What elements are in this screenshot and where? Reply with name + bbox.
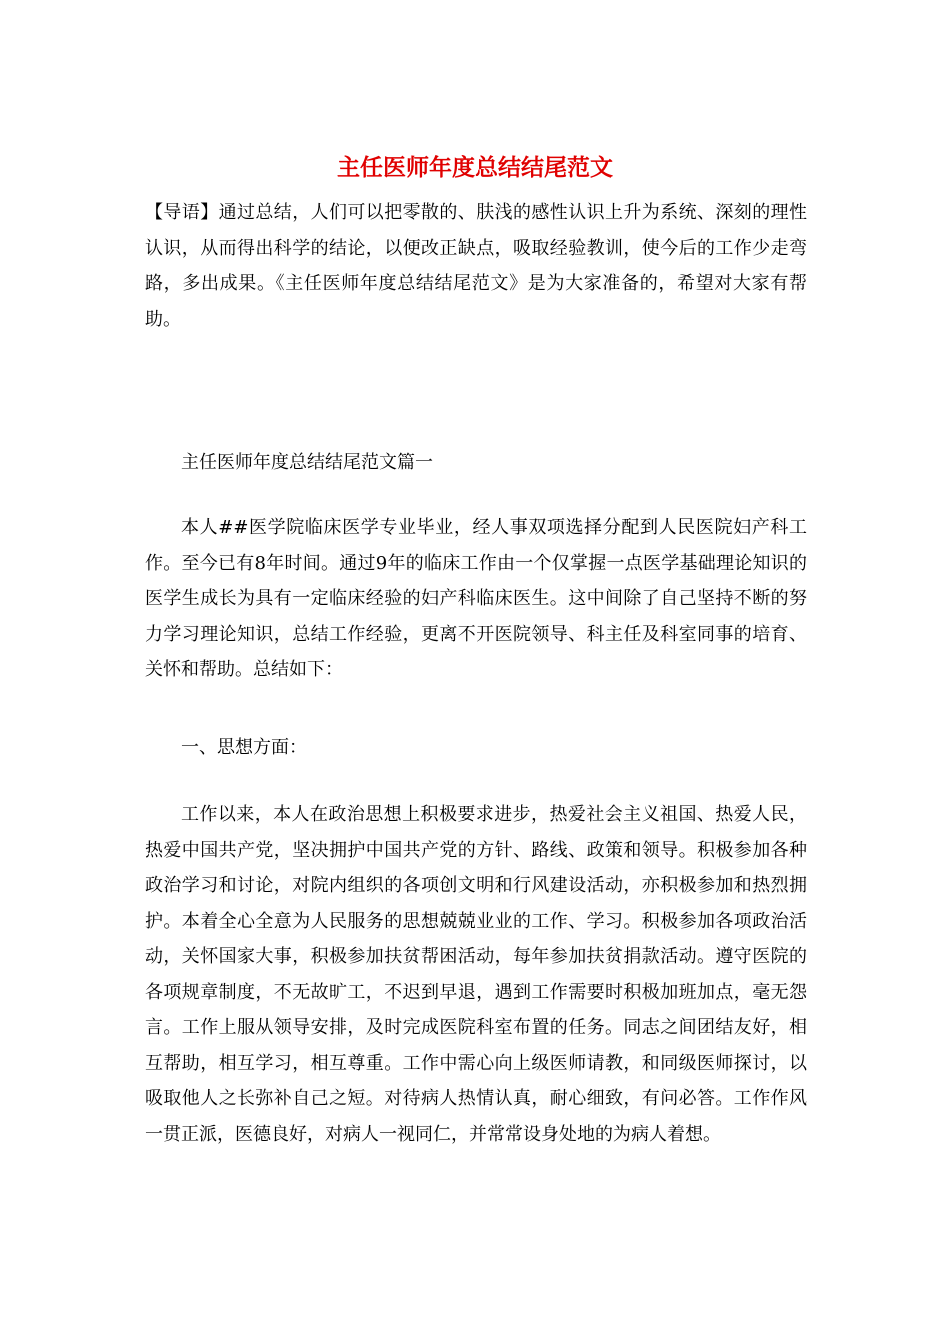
body-paragraph-1: 本人##医学院临床医学专业毕业，经人事双项选择分配到人民医院妇产科工作。至今已有8年时间。通过9年的临床工作由一个仅掌握一点医学基础理论知识的医学生成长为具有一定临床经验的妇产科临床医生。这中间除了自己坚持不断的努力学习理论知识，总结工作经验，更离不开医院领导、科主任及科室同事的培育、关怀和帮助。总结如下： [145,517,807,680]
body-paragraph-2: 工作以来，本人在政治思想上积极要求进步，热爱社会主义祖国、热爱人民，热爱中国共产党，坚决拥护中国共产党的方针、路线、政策和领导。积极参加各种政治学习和讨论，对院内组织的各项创文明和行风建设活动，亦积极参加和热烈拥护。本着全心全意为人民服务的思想兢兢业业的工作、学习。积极参加各项政治活动，关怀国家大事，积极参加扶贫帮困活动，每年参加扶贫捐款活动。遵守医院的各项规章制度，不无故旷工，不迟到早退，遇到工作需要时积极加班加点，毫无怨言。工作上服从领导安排，及时完成医院科室布置的任务。同志之间团结友好，相互帮助，相互学习，相互尊重。工作中需心向上级医师请教，和同级医师探讨，以吸取他人之长弥补自己之短。对待病人热情认真，耐心细致，有问必答。工作作风一贯正派，医德良好，对病人一视同仁，并常常设身处地的为病人着想。 [145,804,807,1145]
section-title: 主任医师年度总结结尾范文篇一 [181,452,433,473]
intro-paragraph: 【导语】通过总结，人们可以把零散的、肤浅的感性认识上升为系统、深刻的理性认识，从而得出科学的结论，以便改正缺点，吸取经验教训，使今后的工作少走弯路，多出成果。《主任医师年度总结结尾范文》是为大家准备的，希望对大家有帮助。 [145,202,807,330]
subheading-thought: 一、思想方面： [181,737,307,758]
document-title: 主任医师年度总结结尾范文 [337,154,613,181]
